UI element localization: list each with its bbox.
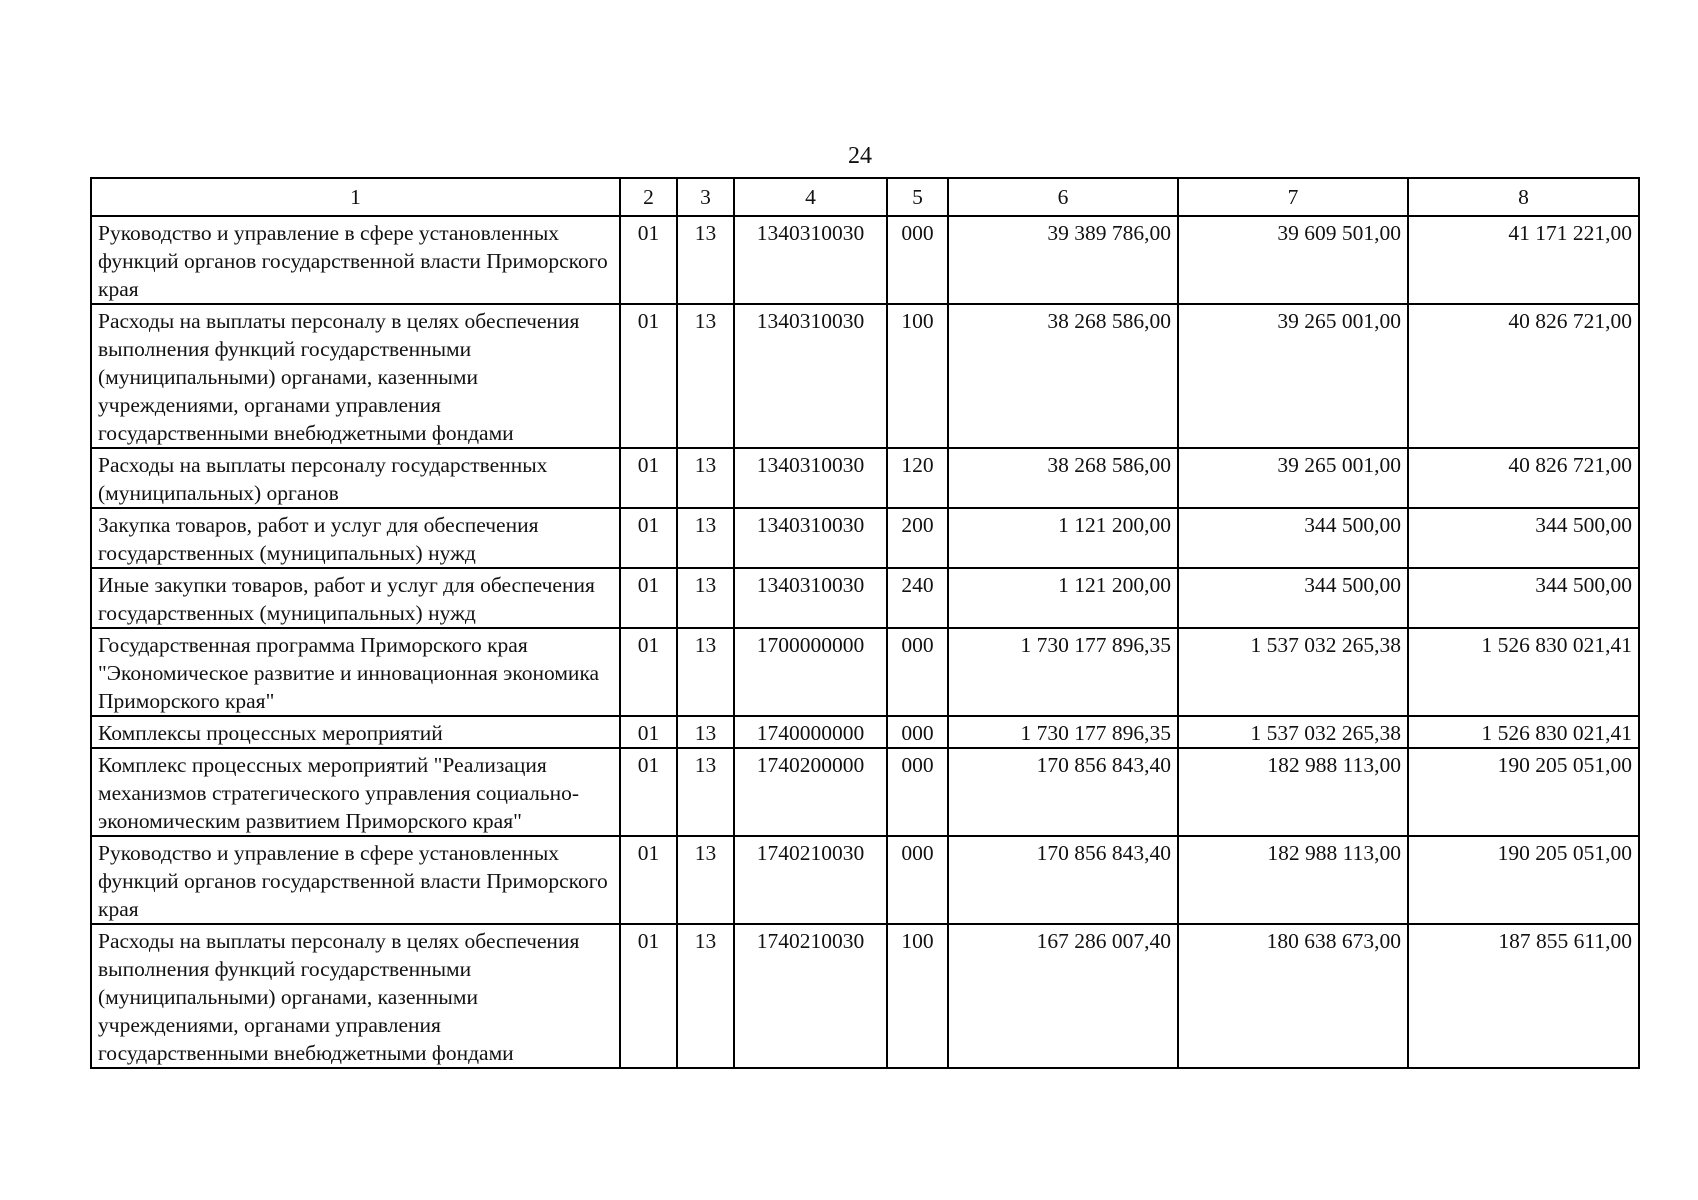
expense-type-cell: 000	[887, 216, 948, 304]
amount-col8-cell: 187 855 611,00	[1408, 924, 1639, 1068]
expense-name-cell: Комплекс процессных мероприятий "Реализация механизмов стратегического управления социально-экономическим развитием Приморского края"	[91, 748, 620, 836]
amount-col6-cell: 38 268 586,00	[948, 304, 1178, 448]
column-header: 7	[1178, 178, 1408, 216]
amount-col7-cell: 344 500,00	[1178, 568, 1408, 628]
column-header: 8	[1408, 178, 1639, 216]
expense-type-cell: 000	[887, 628, 948, 716]
target-article-cell: 1340310030	[734, 448, 887, 508]
target-article-cell: 1740210030	[734, 836, 887, 924]
column-header: 1	[91, 178, 620, 216]
target-article-cell: 1740200000	[734, 748, 887, 836]
amount-col7-cell: 344 500,00	[1178, 508, 1408, 568]
target-article-cell: 1340310030	[734, 508, 887, 568]
expense-type-cell: 000	[887, 748, 948, 836]
subsection-code-cell: 13	[677, 508, 734, 568]
amount-col7-cell: 39 265 001,00	[1178, 304, 1408, 448]
table-row	[91, 748, 1639, 836]
amount-col8-cell: 40 826 721,00	[1408, 304, 1639, 448]
amount-col6-cell: 1 730 177 896,35	[948, 716, 1178, 748]
subsection-code-cell: 13	[677, 448, 734, 508]
expense-type-cell: 200	[887, 508, 948, 568]
expense-type-cell: 100	[887, 304, 948, 448]
expense-name-cell: Комплексы процессных мероприятий	[91, 716, 620, 748]
target-article-cell: 1740210030	[734, 924, 887, 1068]
expense-name-cell: Государственная программа Приморского края "Экономическое развитие и инновационная экономика Приморского края"	[91, 628, 620, 716]
subsection-code-cell: 13	[677, 628, 734, 716]
expense-type-cell: 120	[887, 448, 948, 508]
subsection-code-cell: 13	[677, 924, 734, 1068]
table-row	[91, 568, 1639, 628]
amount-col8-cell: 1 526 830 021,41	[1408, 628, 1639, 716]
section-code-cell: 01	[620, 924, 677, 1068]
table-row	[91, 216, 1639, 304]
section-code-cell: 01	[620, 216, 677, 304]
amount-col8-cell: 344 500,00	[1408, 508, 1639, 568]
expense-name-cell: Руководство и управление в сфере установленных функций органов государственной власти Приморского края	[91, 836, 620, 924]
expense-name-cell: Расходы на выплаты персоналу государственных (муниципальных) органов	[91, 448, 620, 508]
amount-col7-cell: 180 638 673,00	[1178, 924, 1408, 1068]
subsection-code-cell: 13	[677, 716, 734, 748]
expense-type-cell: 240	[887, 568, 948, 628]
section-code-cell: 01	[620, 748, 677, 836]
expense-name-cell: Расходы на выплаты персоналу в целях обеспечения выполнения функций государственными (муниципальными) органами, казенными учреждениями, органами управления государственными внебюджетными фондами	[91, 304, 620, 448]
amount-col6-cell: 1 121 200,00	[948, 508, 1178, 568]
amount-col7-cell: 39 265 001,00	[1178, 448, 1408, 508]
expense-name-cell: Руководство и управление в сфере установленных функций органов государственной власти Приморского края	[91, 216, 620, 304]
expense-type-cell: 000	[887, 836, 948, 924]
table-row	[91, 836, 1639, 924]
amount-col8-cell: 40 826 721,00	[1408, 448, 1639, 508]
expense-type-cell: 000	[887, 716, 948, 748]
section-code-cell: 01	[620, 628, 677, 716]
section-code-cell: 01	[620, 836, 677, 924]
expense-type-cell: 100	[887, 924, 948, 1068]
amount-col6-cell: 1 121 200,00	[948, 568, 1178, 628]
table-row	[91, 448, 1639, 508]
target-article-cell: 1340310030	[734, 304, 887, 448]
table-row	[91, 304, 1639, 448]
amount-col8-cell: 1 526 830 021,41	[1408, 716, 1639, 748]
subsection-code-cell: 13	[677, 304, 734, 448]
page-number: 24	[848, 143, 872, 169]
subsection-code-cell: 13	[677, 836, 734, 924]
amount-col7-cell: 1 537 032 265,38	[1178, 628, 1408, 716]
section-code-cell: 01	[620, 508, 677, 568]
column-header: 4	[734, 178, 887, 216]
amount-col6-cell: 38 268 586,00	[948, 448, 1178, 508]
amount-col8-cell: 41 171 221,00	[1408, 216, 1639, 304]
column-header: 5	[887, 178, 948, 216]
expense-name-cell: Иные закупки товаров, работ и услуг для обеспечения государственных (муниципальных) нужд	[91, 568, 620, 628]
amount-col8-cell: 190 205 051,00	[1408, 748, 1639, 836]
table-row	[91, 924, 1639, 1068]
section-code-cell: 01	[620, 716, 677, 748]
amount-col7-cell: 182 988 113,00	[1178, 836, 1408, 924]
section-code-cell: 01	[620, 304, 677, 448]
column-header: 6	[948, 178, 1178, 216]
target-article-cell: 1700000000	[734, 628, 887, 716]
subsection-code-cell: 13	[677, 568, 734, 628]
subsection-code-cell: 13	[677, 216, 734, 304]
amount-col6-cell: 170 856 843,40	[948, 836, 1178, 924]
amount-col7-cell: 182 988 113,00	[1178, 748, 1408, 836]
amount-col6-cell: 170 856 843,40	[948, 748, 1178, 836]
table-row	[91, 628, 1639, 716]
column-header: 3	[677, 178, 734, 216]
expense-name-cell: Закупка товаров, работ и услуг для обеспечения государственных (муниципальных) нужд	[91, 508, 620, 568]
section-code-cell: 01	[620, 448, 677, 508]
amount-col7-cell: 1 537 032 265,38	[1178, 716, 1408, 748]
target-article-cell: 1340310030	[734, 568, 887, 628]
table-row	[91, 508, 1639, 568]
table-row	[91, 716, 1639, 748]
amount-col6-cell: 39 389 786,00	[948, 216, 1178, 304]
target-article-cell: 1740000000	[734, 716, 887, 748]
budget-table	[90, 177, 1640, 1069]
subsection-code-cell: 13	[677, 748, 734, 836]
section-code-cell: 01	[620, 568, 677, 628]
column-header: 2	[620, 178, 677, 216]
header-row	[91, 178, 1639, 216]
target-article-cell: 1340310030	[734, 216, 887, 304]
amount-col6-cell: 167 286 007,40	[948, 924, 1178, 1068]
amount-col7-cell: 39 609 501,00	[1178, 216, 1408, 304]
amount-col6-cell: 1 730 177 896,35	[948, 628, 1178, 716]
expense-name-cell: Расходы на выплаты персоналу в целях обеспечения выполнения функций государственными (муниципальными) органами, казенными учреждениями, органами управления государственными внебюджетными фондами	[91, 924, 620, 1068]
amount-col8-cell: 344 500,00	[1408, 568, 1639, 628]
amount-col8-cell: 190 205 051,00	[1408, 836, 1639, 924]
